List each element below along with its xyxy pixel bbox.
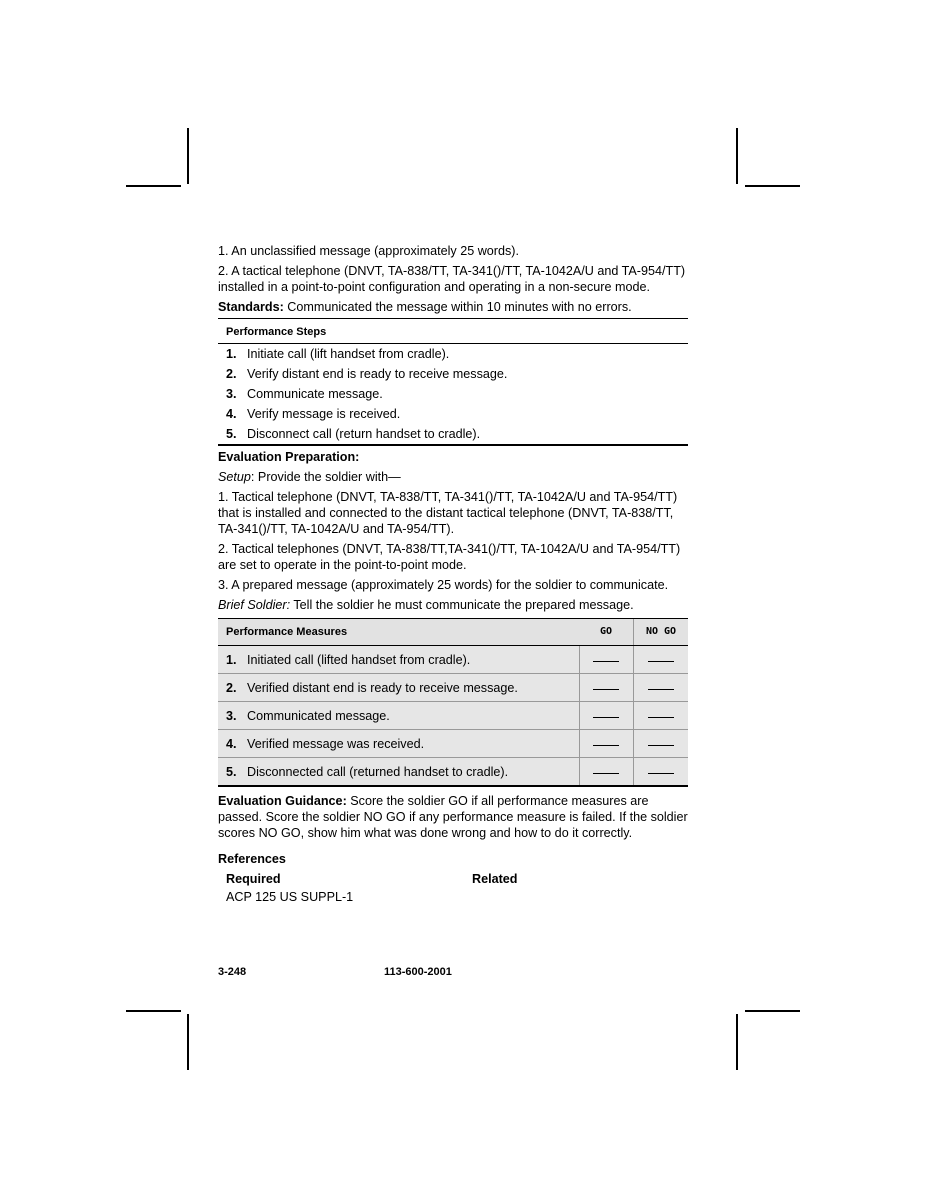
performance-steps-header: Performance Steps xyxy=(218,319,688,344)
table-row xyxy=(218,384,688,404)
required-reference: ACP 125 US SUPPL-1 xyxy=(226,890,354,904)
step-number: 5. xyxy=(226,427,237,441)
go-blank xyxy=(579,758,634,787)
table-row xyxy=(218,424,688,445)
step-text: Verify distant end is ready to receive message. xyxy=(247,367,508,381)
go-blank xyxy=(579,730,634,758)
nogo-blank xyxy=(634,674,689,702)
evaluation-guidance-label: Evaluation Guidance: xyxy=(218,794,347,808)
crop-mark-bottom-left-horizontal xyxy=(126,1010,181,1012)
measure-number: 2. xyxy=(226,680,237,695)
setup-item-1: 1. Tactical telephone (DNVT, TA-838/TT, TA-341()/TT, TA-1042A/U and TA-954/TT) that is installed and connected to the distant tactical telephone (DNVT, TA-838/TT, TA-341()/TT, TA-1042A/U and TA-954/TT). xyxy=(218,490,678,536)
table-row xyxy=(218,730,688,758)
crop-mark-bottom-left-vertical xyxy=(187,1014,189,1070)
references-columns xyxy=(218,871,688,889)
standards xyxy=(218,299,688,315)
required-label: Required xyxy=(226,872,281,886)
doc-number: 113-600-2001 xyxy=(384,966,452,978)
standards-label: Standards: xyxy=(218,300,284,314)
table-row xyxy=(218,364,688,384)
performance-measures-table xyxy=(218,618,688,787)
go-blank xyxy=(579,674,634,702)
nogo-blank xyxy=(634,702,689,730)
performance-steps-table xyxy=(218,318,688,446)
step-text: Disconnect call (return handset to cradle). xyxy=(247,427,481,441)
step-number: 1. xyxy=(226,347,237,361)
step-number: 2. xyxy=(226,367,237,381)
go-column-header: GO xyxy=(579,619,634,646)
step-text: Initiate call (lift handset from cradle). xyxy=(247,347,450,361)
step-number: 3. xyxy=(226,387,237,401)
performance-measures-header: Performance Measures xyxy=(218,619,579,646)
step-text: Verify message is received. xyxy=(247,407,401,421)
measure-number: 4. xyxy=(226,736,237,751)
nogo-column-header: NO GO xyxy=(634,619,689,646)
evaluation-guidance xyxy=(218,793,688,841)
crop-mark-bottom-right-horizontal xyxy=(745,1010,800,1012)
measure-text: Initiated call (lifted handset from cradle). xyxy=(247,652,471,667)
related-label: Related xyxy=(472,872,518,886)
nogo-blank xyxy=(634,758,689,787)
nogo-blank xyxy=(634,646,689,674)
crop-mark-top-right-vertical xyxy=(736,128,738,184)
standards-text: Communicated the message within 10 minutes with no errors. xyxy=(283,300,632,314)
brief-soldier-text: Tell the soldier he must communicate the prepared message. xyxy=(290,598,634,612)
go-blank xyxy=(579,646,634,674)
crop-mark-top-right-horizontal xyxy=(745,185,800,187)
brief-soldier xyxy=(218,597,688,613)
crop-mark-top-left-vertical xyxy=(187,128,189,184)
condition-item-2: 2. A tactical telephone (DNVT, TA-838/TT, TA-341()/TT, TA-1042A/U and TA-954/TT) installed in a point-to-point configuration and operating in a non-secure mode. xyxy=(218,264,686,294)
setup-line xyxy=(218,469,688,485)
step-number: 4. xyxy=(226,407,237,421)
table-row xyxy=(218,404,688,424)
crop-mark-top-left-horizontal xyxy=(126,185,181,187)
setup-text: : Provide the soldier with— xyxy=(250,470,401,484)
measure-number: 5. xyxy=(226,764,237,779)
setup-item-3: 3. A prepared message (approximately 25 words) for the soldier to communicate. xyxy=(218,578,669,592)
table-row xyxy=(218,344,688,365)
condition-item-1: 1. An unclassified message (approximately 25 words). xyxy=(218,244,519,258)
task-content xyxy=(218,243,688,905)
setup-label: Setup xyxy=(218,470,251,484)
table-row xyxy=(218,646,688,674)
nogo-blank xyxy=(634,730,689,758)
setup-item-2: 2. Tactical telephones (DNVT, TA-838/TT,TA-341()/TT, TA-1042A/U and TA-954/TT) are set to operate in the point-to-point mode. xyxy=(218,542,681,572)
references-heading: References xyxy=(218,852,286,866)
evaluation-guidance-text: Score the soldier GO if all performance measures are passed. Score the soldier NO GO if any performance measure is failed. If the soldier scores NO GO, show him what was done wrong and how to do it correctly. xyxy=(218,794,688,840)
crop-mark-bottom-right-vertical xyxy=(736,1014,738,1070)
table-row xyxy=(218,702,688,730)
measure-text: Verified distant end is ready to receive message. xyxy=(247,680,518,695)
measure-number: 3. xyxy=(226,708,237,723)
table-row xyxy=(218,758,688,787)
page-number: 3-248 xyxy=(218,966,247,978)
table-row xyxy=(218,674,688,702)
go-blank xyxy=(579,702,634,730)
step-text: Communicate message. xyxy=(247,387,383,401)
measure-text: Disconnected call (returned handset to cradle). xyxy=(247,764,509,779)
brief-soldier-label: Brief Soldier: xyxy=(218,598,291,612)
measure-text: Verified message was received. xyxy=(247,736,425,751)
measure-number: 1. xyxy=(226,652,237,667)
evaluation-preparation-heading: Evaluation Preparation: xyxy=(218,450,360,464)
measure-text: Communicated message. xyxy=(247,708,390,723)
